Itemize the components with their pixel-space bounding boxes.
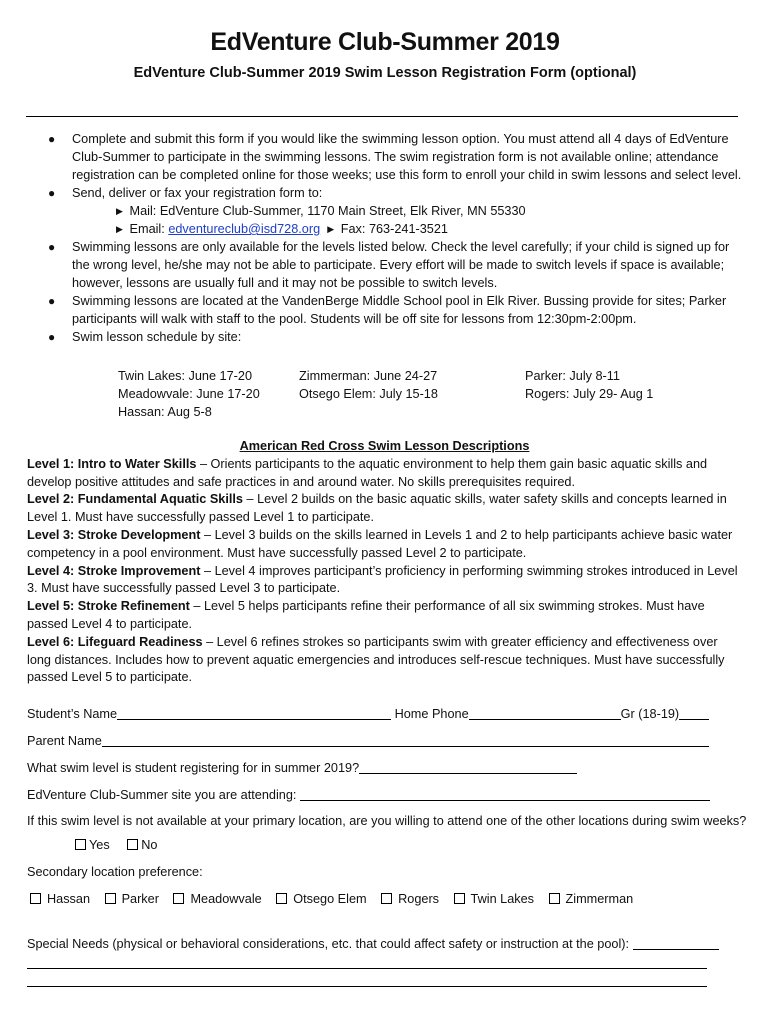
no-label: No	[141, 838, 158, 852]
swim-level-field[interactable]	[359, 760, 577, 774]
mail-text: Mail: EdVenture Club-Summer, 1170 Main Street, Elk River, MN 55330	[129, 204, 526, 218]
checkbox-icon	[105, 893, 116, 904]
instruction-text: Swimming lessons are located at the VandenBerge Middle School pool in Elk River. Bussing provide for sites; Parker participants will walk with staff to the pool. Students will be off site for lessons from 12:30pm-2:00pm.	[72, 294, 727, 326]
location-label: Parker	[121, 892, 159, 906]
yes-label: Yes	[89, 838, 110, 852]
special-needs-row	[27, 936, 719, 951]
schedule-column	[525, 367, 653, 403]
page-subtitle: EdVenture Club-Summer 2019 Swim Lesson Registration Form (optional)	[133, 65, 637, 81]
site-label: EdVenture Club-Summer site you are attending:	[27, 788, 297, 802]
bullet-icon: ●	[48, 294, 56, 308]
instructions-list	[48, 130, 743, 346]
location-label: Rogers	[398, 892, 440, 906]
instruction-item	[48, 238, 743, 292]
location-label: Zimmerman	[565, 892, 634, 906]
yes-no-options	[75, 838, 171, 852]
student-row	[27, 706, 709, 721]
schedule-entry: Hassan: Aug 5-8	[118, 405, 212, 419]
bullet-icon: ●	[48, 330, 56, 344]
schedule-entry: Twin Lakes: June 17-20	[118, 369, 253, 383]
location-label: Twin Lakes	[470, 892, 535, 906]
level-name: Level 5: Stroke Refinement	[27, 599, 190, 614]
schedule-entry: Zimmerman: June 24-27	[299, 369, 438, 383]
schedule-entry: Meadowvale: June 17-20	[118, 387, 260, 401]
schedule-column	[299, 367, 438, 403]
yes-option[interactable]	[75, 838, 110, 852]
mail-address	[48, 202, 743, 220]
home-phone-label: Home Phone	[394, 707, 469, 721]
location-option-hassan[interactable]	[30, 892, 90, 906]
instruction-item	[48, 328, 743, 346]
bullet-icon: ●	[48, 240, 56, 254]
location-label: Hassan	[47, 892, 91, 906]
parent-name-label: Parent Name	[27, 734, 102, 748]
student-name-field[interactable]	[117, 706, 391, 720]
grade-field[interactable]	[679, 706, 709, 720]
schedule-entry: Parker: July 8-11	[525, 369, 620, 383]
swim-level-row	[27, 760, 577, 775]
special-needs-line[interactable]	[27, 986, 707, 987]
instruction-item	[48, 130, 743, 184]
instruction-text: Swimming lessons are only available for the levels listed below. Check the level carefully; if your child is signed up for the wrong level, he/she may not be able to participate. Every effort will be made to switch levels if space is available; however, lessons are usually full and it may not be possible to switch levels.	[72, 240, 730, 290]
location-label: Meadowvale	[190, 892, 262, 906]
triangle-right-icon: ▶	[327, 224, 335, 234]
secondary-location-label: Secondary location preference:	[27, 865, 203, 879]
site-field[interactable]	[300, 787, 710, 801]
fax-text: Fax: 763-241-3521	[340, 222, 448, 236]
special-needs-line[interactable]	[27, 968, 707, 969]
location-option-rogers[interactable]	[381, 892, 439, 906]
availability-question: If this swim level is not available at your primary location, are you willing to attend one of the other locations during swim weeks?	[27, 814, 747, 828]
level-name: Level 2: Fundamental Aquatic Skills	[27, 492, 243, 507]
instruction-text: Complete and submit this form if you would like the swimming lesson option. You must attend all 4 days of EdVenture Club-Summer to participate in the swimming lessons. The swim registration form is not available online; attendance registration can be completed online for those weeks; use this form to enroll your child in swim lessons and select level.	[72, 132, 742, 182]
level-text: – Orients participants to the aquatic environment to help them gain basic aquatic skills and develop positive attitudes and safe practices in and around water. No skills prerequisites required.	[27, 456, 708, 489]
level-text: – Level 2 builds on the basic aquatic skills, water safety skills and concepts learned in Level 1. Must have successfully passed Level 1 to participate.	[27, 492, 727, 525]
email-fax	[48, 220, 743, 238]
instruction-item	[48, 292, 743, 328]
page-title: EdVenture Club-Summer 2019	[210, 28, 560, 56]
level-text: – Level 6 refines strokes so participants swim with greater efficiency and effectiveness over long distances. Includes how to prevent aquatic emergencies and introduces self-rescue techniques. Must have successfully passed Level 5 to participate.	[27, 634, 725, 685]
swim-level-label: What swim level is student registering for in summer 2019?	[27, 761, 360, 775]
descriptions-title: American Red Cross Swim Lesson Descriptions	[239, 439, 530, 453]
grade-label: Gr (18-19)	[620, 707, 680, 721]
instruction-text: Send, deliver or fax your registration form to:	[72, 186, 323, 200]
checkbox-icon	[173, 893, 184, 904]
level-text: – Level 4 improves participant’s proficiency in performing swimming strokes introduced in Level 3. Must have successfully passed Level 3 to participate.	[27, 563, 738, 596]
email-link[interactable]: edventureclub@isd728.org	[168, 222, 321, 236]
header-divider	[26, 116, 738, 117]
instruction-text: Swim lesson schedule by site:	[72, 330, 242, 344]
site-row	[27, 787, 710, 802]
level-text: – Level 5 helps participants refine their performance of all six swimming strokes. Must have passed Level 4 to participate.	[27, 599, 705, 631]
location-option-otsego-elem[interactable]	[276, 892, 366, 906]
level-description	[27, 598, 742, 634]
no-option[interactable]	[127, 838, 157, 852]
bullet-icon: ●	[48, 132, 56, 146]
schedule-column	[118, 367, 260, 421]
level-name: Level 6: Lifeguard Readiness	[27, 634, 203, 649]
special-needs-field[interactable]	[633, 936, 719, 950]
checkbox-icon	[276, 893, 287, 904]
student-name-label: Student’s Name	[27, 707, 118, 721]
schedule-entry: Rogers: July 29- Aug 1	[525, 387, 654, 401]
location-option-twin-lakes[interactable]	[454, 892, 534, 906]
level-text: – Level 3 builds on the skills learned in Levels 1 and 2 to help participants achieve basic water competency in a pool environment. Must have successfully passed Level 2 to participate.	[27, 527, 733, 560]
location-option-meadowvale[interactable]	[173, 892, 261, 906]
level-description	[27, 563, 742, 599]
checkbox-icon	[30, 893, 41, 904]
checkbox-icon	[549, 893, 560, 904]
level-description	[27, 456, 742, 492]
checkbox-icon	[127, 839, 138, 850]
schedule-entry: Otsego Elem: July 15-18	[299, 387, 438, 401]
level-description	[27, 634, 742, 687]
checkbox-icon	[75, 839, 86, 850]
checkbox-icon	[454, 893, 465, 904]
location-label: Otsego Elem	[293, 892, 367, 906]
level-description	[27, 527, 742, 563]
special-needs-label: Special Needs (physical or behavioral considerations, etc. that could affect safety or instruction at the pool):	[27, 937, 630, 951]
parent-row	[27, 733, 709, 748]
triangle-right-icon: ▶	[116, 206, 123, 216]
bullet-icon: ●	[48, 186, 56, 200]
level-descriptions	[27, 438, 742, 687]
location-option-zimmerman[interactable]	[549, 892, 634, 906]
location-options	[30, 892, 644, 906]
triangle-right-icon: ▶	[116, 224, 123, 234]
location-option-parker[interactable]	[105, 892, 159, 906]
parent-name-field[interactable]	[102, 733, 709, 747]
email-label: Email:	[129, 222, 165, 236]
level-name: Level 1: Intro to Water Skills	[27, 456, 197, 471]
level-name: Level 3: Stroke Development	[27, 527, 201, 542]
level-description	[27, 491, 742, 527]
home-phone-field[interactable]	[469, 706, 621, 720]
level-name: Level 4: Stroke Improvement	[27, 563, 201, 578]
checkbox-icon	[381, 893, 392, 904]
instruction-item	[48, 184, 743, 202]
